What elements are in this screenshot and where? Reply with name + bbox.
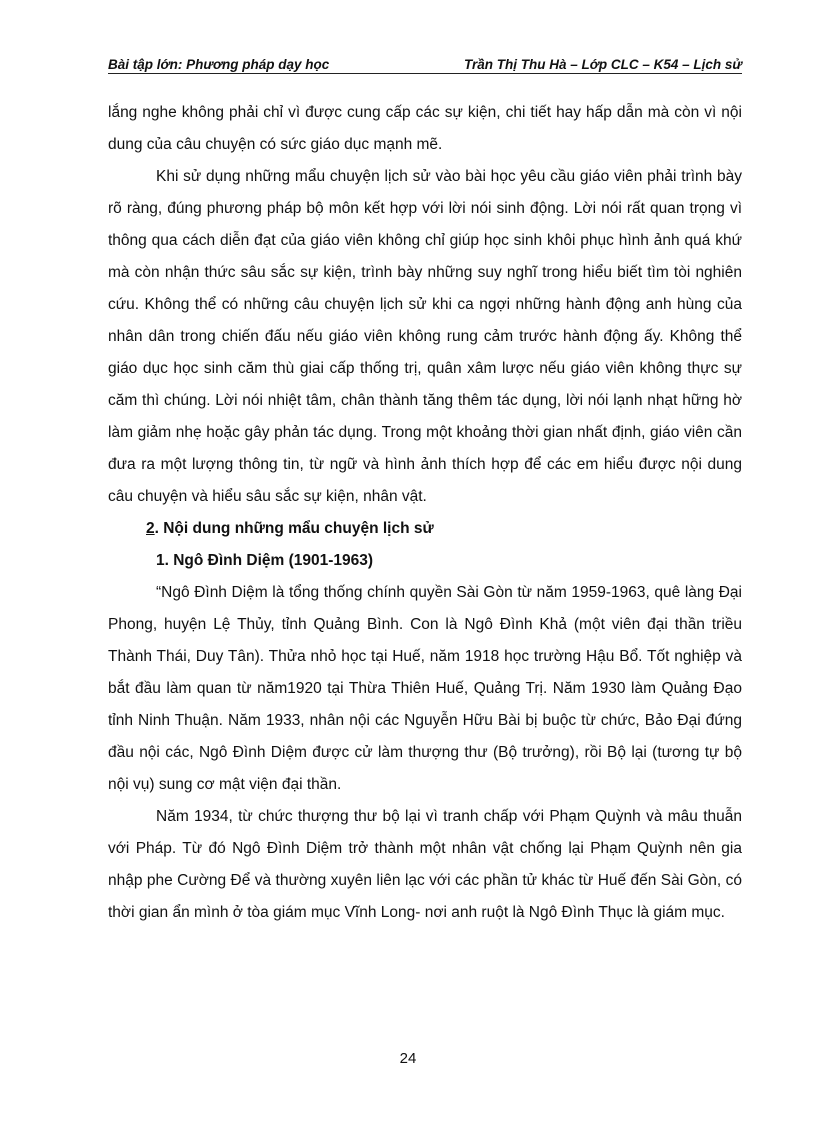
header-course-title: Bài tập lớn: Phương pháp dạy học bbox=[108, 57, 330, 72]
section-title: . Nội dung những mẩu chuyện lịch sử bbox=[154, 520, 434, 537]
document-body bbox=[108, 97, 742, 929]
subsection-heading: 1. Ngô Đình Diệm (1901-1963) bbox=[156, 552, 374, 569]
paragraph-storytelling: Khi sử dụng những mẩu chuyện lịch sử vào bài học yêu cầu giáo viên phải trình bày rõ ràng, đúng phương pháp bộ môn kết hợp với lời nói sinh động. Lời nói rất quan trọng vì thông qua cách diễn đạt của giáo viên không chỉ giúp học sinh khôi phục hình ảnh quá khứ mà còn nhận thức sâu sắc sự kiện, trình bày những suy nghĩ trong hiểu biết tìm tòi nghiên cứu. Không thể có những câu chuyện lịch sử khi ca ngợi những hành động anh hùng của nhân dân trong chiến đấu nếu giáo viên không rung cảm trước hành động ấy. Không thể giáo dục học sinh căm thù giai cấp thống trị, quân xâm lược nếu giáo viên không thực sự căm thì chúng. Lời nói nhiệt tâm, chân thành tăng thêm tác dụng, lời nói lạnh nhạt hững hờ làm giảm nhẹ hoặc gây phản tác dụng. Trong một khoảng thời gian nhất định, giáo viên cần đưa ra một lượng thông tin, từ ngữ và hình ảnh thích hợp để các em hiểu được nội dung câu chuyện và hiểu sâu sắc sự kiện, nhân vật. bbox=[108, 168, 742, 505]
page-number: 24 bbox=[399, 1050, 417, 1067]
section-number: 2 bbox=[146, 520, 155, 537]
header-author-info: Trần Thị Thu Hà – Lớp CLC – K54 – Lịch sử bbox=[464, 57, 742, 72]
page-header bbox=[108, 52, 742, 74]
paragraph-continuation: lắng nghe không phải chỉ vì được cung cấp các sự kiện, chi tiết hay hấp dẫn mà còn vì nội dung của câu chuyện có sức giáo dục mạnh mẽ. bbox=[108, 104, 742, 153]
section-heading bbox=[108, 513, 742, 545]
paragraph-biography-continued: Năm 1934, từ chức thượng thư bộ lại vì tranh chấp với Phạm Quỳnh và mâu thuẫn với Pháp. Từ đó Ngô Đình Diệm trở thành một nhân vật chống lại Phạm Quỳnh nên gia nhập phe Cường Để và thường xuyên liên lạc với các phần tử khác từ Huế đến Sài Gòn, có thời gian ẩn mình ở tòa giám mục Vĩnh Long- nơi anh ruột là Ngô Đình Thục là giám mục. bbox=[108, 808, 742, 921]
paragraph-biography: “Ngô Đình Diệm là tổng thống chính quyền Sài Gòn từ năm 1959-1963, quê làng Đại Phong, huyện Lệ Thủy, tỉnh Quảng Bình. Con là Ngô Đình Khả (một viên đại thần triều Thành Thái, Duy Tân). Thửa nhỏ học tại Huế, năm 1918 học trường Hậu Bổ. Tốt nghiệp và bắt đầu làm quan từ năm1920 tại Thừa Thiên Huế, Quảng Trị. Năm 1930 làm Quảng Đạo tỉnh Ninh Thuận. Năm 1933, nhân nội các Nguyễn Hữu Bài bị buộc từ chức, Bảo Đại đứng đầu nội các, Ngô Đình Diệm được cử làm thượng thư (Bộ trưởng), rồi Bộ lại (tương tự bộ nội vụ) sung cơ mật viện đại thần. bbox=[108, 584, 742, 793]
